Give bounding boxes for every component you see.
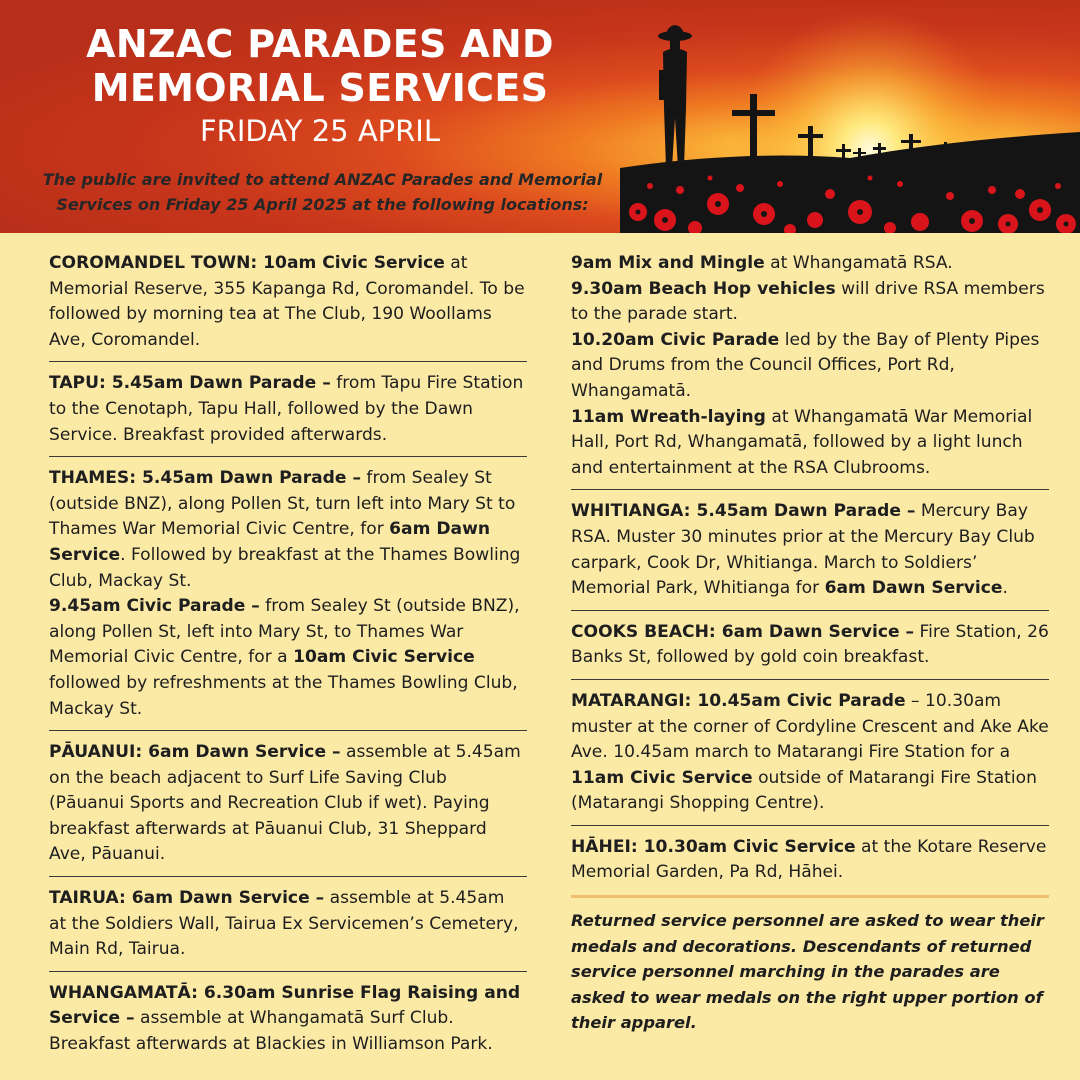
entry-label: 11am Wreath-laying [571,406,766,427]
right-column [571,251,1049,1036]
intro-line-2: Services on Friday 25 April 2025 at the following locations: [56,195,589,214]
entry-label: COOKS BEACH: 6am Dawn Service – [571,621,915,642]
entry-text: . Followed by breakfast at the Thames Bowling Club, Mackay St. [49,544,521,591]
entry-text: at the Kotare Reserve Memorial Garden, Pa Rd, Hāhei. [571,836,1047,883]
entry-text: followed by refreshments at the Thames Bowling Club, Mackay St. [49,672,518,719]
entry-hahei [571,835,1049,886]
entry-label: WHITIANGA: 5.45am Dawn Parade – [571,501,916,522]
entry-text: from Sealey St (outside BNZ), along Pollen St, turn left into Mary St to Thames War Memorial Civic Centre, for [49,468,516,540]
entry-tairua [49,886,527,963]
intro-line-1: The public are invited to attend ANZAC Parades and Memorial [42,170,603,189]
entry-text: Fire Station, 26 Banks St, followed by gold coin breakfast. [571,621,1049,668]
entry-thames [49,466,527,722]
divider [571,489,1049,490]
divider [49,730,527,731]
entry-highlight: 11am Civic Service [571,767,753,788]
entry-whangamata [49,981,527,1058]
entry-label: 10.20am Civic Parade [571,329,780,350]
title-block [30,22,610,149]
divider [571,679,1049,680]
entry-pauanui [49,740,527,868]
entry-highlight: 10am Civic Service [293,647,475,668]
entry-label: 9.45am Civic Parade – [49,596,260,617]
entry-text: assemble at 5.45am at the Soldiers Wall, Tairua Ex Servicemen’s Cemetery, Main Rd, Tairua. [49,888,519,960]
entry-text: . [1002,578,1008,599]
medals-note: Returned service personnel are asked to wear their medals and decorations. Descendants of returned service personnel marching in the parades are asked to wear medals on the right upper portion of their apparel. [571,911,1044,1033]
divider [571,825,1049,826]
entry-label: TAPU: 5.45am Dawn Parade – [49,373,331,394]
entry-text: led by the Bay of Plenty Pipes and Drums from the Council Offices, Port Rd, Whangamatā. [571,329,1040,401]
entry-text: outside of Matarangi Fire Station (Matarangi Shopping Centre). [571,767,1037,814]
entry-whitianga [571,499,1049,601]
entry-text: from Sealey St (outside BNZ), along Pollen St, left into Mary St, to Thames War Memorial Civic Centre, for a [49,596,520,668]
divider [49,876,527,877]
entry-highlight: 6am Dawn Service [824,578,1003,599]
divider [49,971,527,972]
entry-label: MATARANGI: 10.45am Civic Parade [571,690,906,711]
divider-gold [571,895,1049,898]
entry-text: from Tapu Fire Station to the Cenotaph, Tapu Hall, followed by the Dawn Service. Breakfast provided afterwards. [49,373,524,445]
entry-cooks-beach [571,620,1049,671]
entry-label: HĀHEI: 10.30am Civic Service [571,836,856,857]
entry-coromandel [49,251,527,353]
entry-text: at Whangamatā War Memorial Hall, Port Rd, Whangamatā, followed by a light lunch and entertainment at the RSA Clubrooms. [571,406,1033,478]
header-banner [0,0,1080,233]
entry-text: Mercury Bay RSA. Muster 30 minutes prior at the Mercury Bay Club carpark, Cook Dr, Whitianga. March to Soldiers’ Memorial Park, Whitianga for [571,501,1035,599]
divider [49,456,527,457]
entry-text: assemble at Whangamatā Surf Club. Breakfast afterwards at Blackies in Williamson Park. [49,1008,493,1055]
entry-label: PĀUANUI: 6am Dawn Service – [49,742,341,763]
entry-text: at Whangamatā RSA. [764,253,953,273]
title-line-1: ANZAC PARADES AND [86,22,554,66]
title-line-2: MEMORIAL SERVICES [91,66,549,110]
left-column [49,251,527,1058]
entry-label: 9am Mix and Mingle [571,253,765,273]
entry-label: THAMES: 5.45am Dawn Parade – [49,468,361,489]
date-subtitle: FRIDAY 25 APRIL [199,114,441,148]
divider [571,610,1049,611]
entry-label: TAIRUA: 6am Dawn Service – [49,888,325,909]
entry-text: at Memorial Reserve, 355 Kapanga Rd, Coromandel. To be followed by morning tea at The Club, 190 Woollams Ave, Coromandel. [49,253,525,350]
intro-text [40,167,605,217]
divider [49,361,527,362]
entry-label: 9.30am Beach Hop vehicles [571,278,836,299]
entry-text: assemble at 5.45am on the beach adjacent to Surf Life Saving Club (Pāuanui Sports and Recreation Club if wet). Paying breakfast afterwards at Pāuanui Club, 31 Sheppard Ave, Pāuanui. [49,742,521,865]
entry-whangamata-continued [571,251,1049,481]
entry-label: WHANGAMATĀ: 6.30am Sunrise Flag Raising and Service – [49,982,521,1029]
entry-text: will drive RSA members to the parade start. [571,278,1045,325]
entry-text: – 10.30am muster at the corner of Cordyline Crescent and Ake Ake Ave. 10.45am march to Matarangi Fire Station for a [571,690,1049,763]
entry-highlight: 6am Dawn Service [49,519,491,565]
entry-label: COROMANDEL TOWN: 10am Civic Service [49,253,445,273]
entry-tapu [49,371,527,448]
entry-matarangi [571,689,1049,817]
soldier-poppies-illustration [620,0,1080,233]
